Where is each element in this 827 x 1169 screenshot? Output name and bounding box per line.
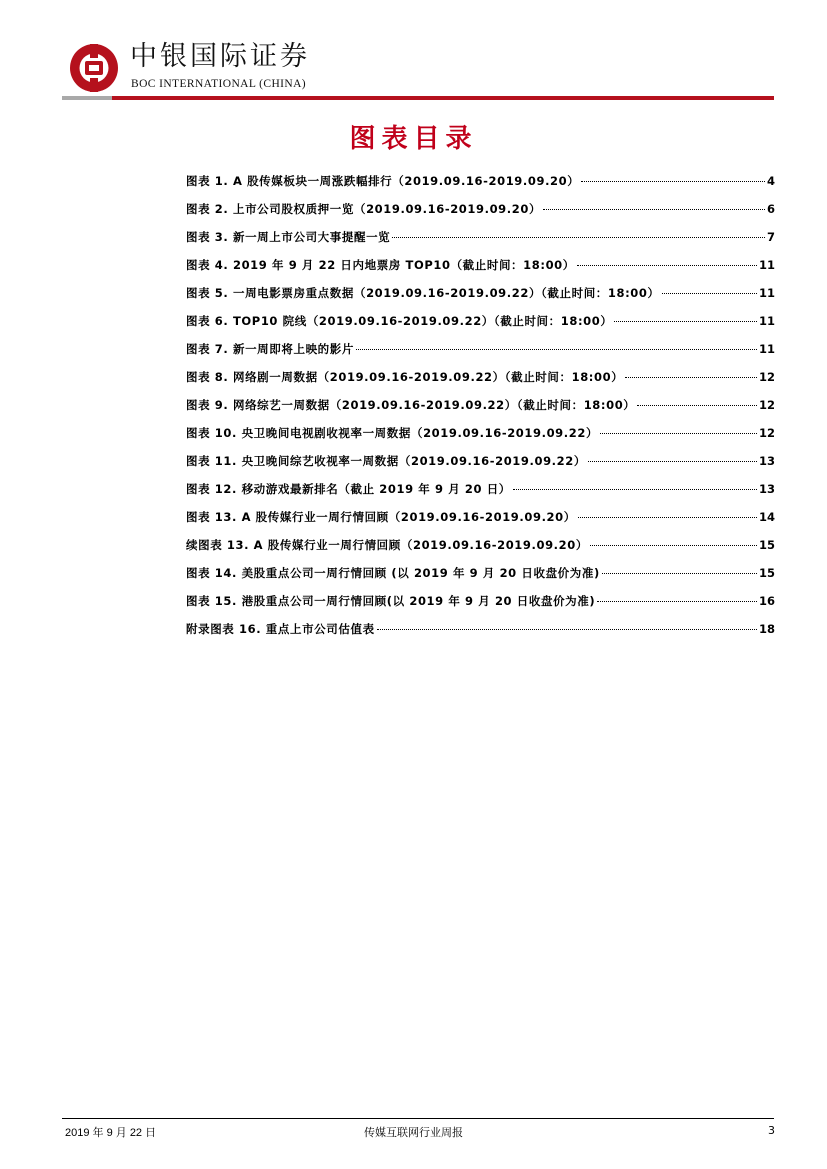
- toc-entry-page: 11: [758, 342, 775, 356]
- toc-entry-page: 11: [758, 314, 775, 328]
- toc-entry[interactable]: [186, 565, 775, 593]
- toc-entry-page: 4: [766, 174, 775, 188]
- toc-entry[interactable]: [186, 481, 775, 509]
- toc-dot-leader: [543, 209, 765, 210]
- page-header: [62, 38, 774, 102]
- toc-entry[interactable]: [186, 425, 775, 453]
- footer-report-name: 传媒互联网行业周报: [364, 1126, 463, 1139]
- toc-dot-leader: [602, 573, 757, 574]
- toc-dot-leader: [614, 321, 757, 322]
- toc-entry-title: 图表 3. 新一周上市公司大事提醒一览: [186, 230, 391, 244]
- toc-entry[interactable]: [186, 341, 775, 369]
- toc-dot-leader: [662, 293, 757, 294]
- toc-entry-title: 图表 9. 网络综艺一周数据（2019.09.16-2019.09.22）（截止时间：18:00）: [186, 398, 636, 412]
- footer-rule: [62, 1118, 774, 1119]
- toc-entry[interactable]: [186, 257, 775, 285]
- brand-name-chinese: 中银国际证券: [130, 41, 310, 72]
- toc-dot-leader: [577, 265, 757, 266]
- toc-entry[interactable]: [186, 285, 775, 313]
- toc-entry[interactable]: [186, 621, 775, 649]
- toc-dot-leader: [392, 237, 765, 238]
- toc-entry-page: 12: [758, 426, 775, 440]
- footer-date: 2019 年 9 月 22 日: [65, 1127, 157, 1139]
- toc-entry[interactable]: [186, 397, 775, 425]
- toc-entry[interactable]: [186, 537, 775, 565]
- toc-entry-page: 12: [758, 398, 775, 412]
- toc-dot-leader: [588, 461, 757, 462]
- toc-entry-title: 图表 8. 网络剧一周数据（2019.09.16-2019.09.22）（截止时间：18:00）: [186, 370, 624, 384]
- toc-entry-title: 续图表 13. A 股传媒行业一周行情回顾（2019.09.16-2019.09.20）: [186, 538, 588, 552]
- toc-entry-page: 13: [758, 454, 775, 468]
- toc-entry-title: 图表 4. 2019 年 9 月 22 日内地票房 TOP10（截止时间：18:00）: [186, 258, 575, 272]
- toc-dot-leader: [377, 629, 757, 630]
- toc-dot-leader: [356, 349, 757, 350]
- toc-dot-leader: [597, 601, 757, 602]
- boc-logo-icon: [68, 42, 120, 94]
- toc-entry[interactable]: [186, 229, 775, 257]
- toc-entry-title: 图表 14. 美股重点公司一周行情回顾 (以 2019 年 9 月 20 日收盘价为准): [186, 566, 600, 580]
- toc-entry[interactable]: [186, 201, 775, 229]
- toc-entry-title: 图表 5. 一周电影票房重点数据（2019.09.16-2019.09.22）（截止时间：18:00）: [186, 286, 660, 300]
- toc-entry-page: 11: [758, 258, 775, 272]
- header-rule-red: [112, 96, 774, 100]
- toc-entry-page: 11: [758, 286, 775, 300]
- toc-dot-leader: [578, 517, 757, 518]
- toc-list: [186, 173, 775, 649]
- toc-dot-leader: [600, 433, 757, 434]
- toc-title: 图表目录: [349, 124, 478, 154]
- toc-entry-page: 14: [758, 510, 775, 524]
- toc-dot-leader: [590, 545, 757, 546]
- brand-name-english: BOC INTERNATIONAL (CHINA): [131, 78, 307, 90]
- toc-entry-page: 13: [758, 482, 775, 496]
- toc-entry[interactable]: [186, 313, 775, 341]
- toc-entry-page: 15: [758, 538, 775, 552]
- toc-entry-page: 15: [758, 566, 775, 580]
- toc-entry-title: 图表 12. 移动游戏最新排名（截止 2019 年 9 月 20 日）: [186, 482, 511, 496]
- toc-entry[interactable]: [186, 173, 775, 201]
- toc-entry-page: 12: [758, 370, 775, 384]
- toc-entry[interactable]: [186, 593, 775, 621]
- toc-entry-page: 18: [758, 622, 775, 636]
- toc-entry-title: 图表 15. 港股重点公司一周行情回顾(以 2019 年 9 月 20 日收盘价为准): [186, 594, 596, 608]
- toc-entry-title: 图表 10. 央卫晚间电视剧收视率一周数据（2019.09.16-2019.09.22）: [186, 426, 599, 440]
- toc-dot-leader: [581, 181, 765, 182]
- header-rule-gray: [62, 96, 112, 100]
- toc-entry-page: 6: [766, 202, 775, 216]
- toc-entry-title: 图表 11. 央卫晚间综艺收视率一周数据（2019.09.16-2019.09.22）: [186, 454, 586, 468]
- toc-entry-page: 16: [758, 594, 775, 608]
- toc-entry-title: 图表 13. A 股传媒行业一周行情回顾（2019.09.16-2019.09.20）: [186, 510, 576, 524]
- toc-dot-leader: [625, 377, 757, 378]
- toc-entry-title: 图表 2. 上市公司股权质押一览（2019.09.16-2019.09.20）: [186, 202, 542, 216]
- toc-entry[interactable]: [186, 369, 775, 397]
- toc-entry[interactable]: [186, 509, 775, 537]
- toc-entry-title: 附录图表 16. 重点上市公司估值表: [186, 622, 375, 636]
- toc-entry-title: 图表 7. 新一周即将上映的影片: [186, 342, 354, 356]
- toc-entry-title: 图表 6. TOP10 院线（2019.09.16-2019.09.22）（截止时间：18:00）: [186, 314, 613, 328]
- toc-dot-leader: [637, 405, 757, 406]
- toc-entry-page: 7: [766, 230, 775, 244]
- toc-entry-title: 图表 1. A 股传媒板块一周涨跌幅排行（2019.09.16-2019.09.20）: [186, 174, 580, 188]
- footer-page-number: 3: [768, 1124, 775, 1137]
- toc-dot-leader: [513, 489, 757, 490]
- toc-entry[interactable]: [186, 453, 775, 481]
